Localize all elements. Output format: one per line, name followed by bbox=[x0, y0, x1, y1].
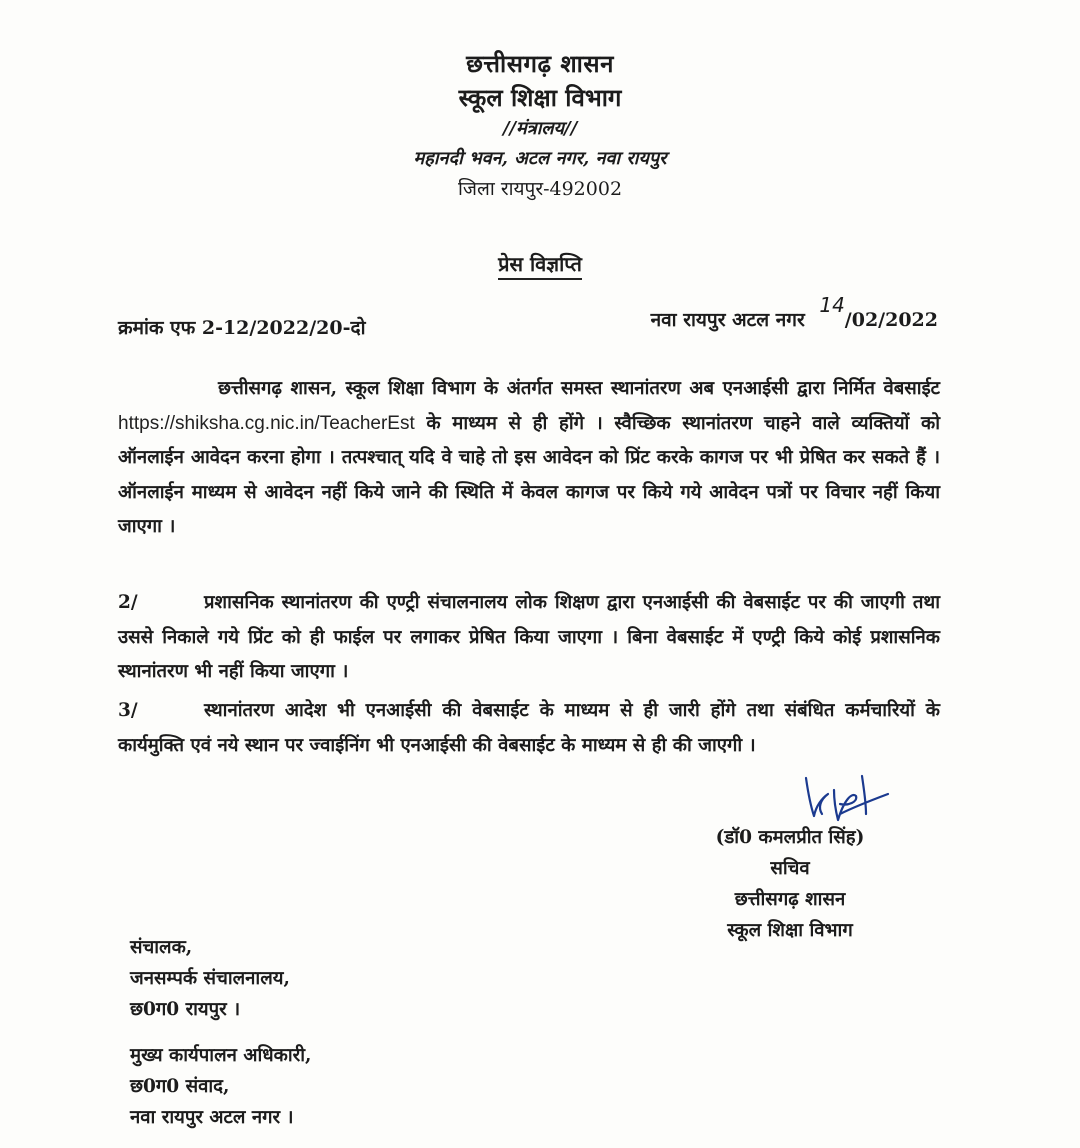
recipient-2-office: छ0ग0 संवाद, bbox=[130, 1076, 230, 1097]
website-url: https://shiksha.cg.nic.in/TeacherEst bbox=[118, 412, 415, 434]
recipient-2-city: नवा रायपुर अटल नगर । bbox=[130, 1107, 294, 1128]
reference-day-handwritten: 14 bbox=[819, 293, 845, 317]
signature-mark bbox=[800, 770, 890, 830]
paragraph-2-number: 2/ bbox=[118, 592, 138, 613]
letterhead bbox=[0, 49, 1080, 200]
signatory-block bbox=[560, 822, 940, 946]
press-release-title bbox=[0, 250, 1080, 277]
recipient-1-office: जनसम्पर्क संचालनालय, bbox=[130, 968, 290, 989]
reference-month-year: /02/2022 bbox=[844, 309, 938, 331]
signatory-designation: सचिव bbox=[770, 858, 810, 879]
address-line: महानदी भवन, अटल नगर, नवा रायपुर bbox=[413, 148, 667, 169]
press-release-title-text: प्रेस विज्ञप्ति bbox=[498, 252, 582, 280]
recipient-2-title: मुख्य कार्यपालन अधिकारी, bbox=[130, 1045, 312, 1066]
signatory-name: (डॉ0 कमलप्रीत सिंह) bbox=[715, 827, 865, 848]
department-name: स्कूल शिक्षा विभाग bbox=[458, 83, 622, 112]
paragraph-1 bbox=[118, 372, 940, 545]
paragraph-3-text: स्थानांतरण आदेश भी एनआईसी की वेबसाईट के माध्यम से ही जारी होंगे तथा संबंधित कर्मचारियों के कार्यमुक्ति एवं नये स्थान पर ज्वाईनिंग भी एनआईसी की वेबसाईट के माध्यम से ही की जाएगी । bbox=[118, 700, 940, 756]
ministry-label: //मंत्रालय// bbox=[502, 118, 578, 139]
paragraph-1-text-b: के माध्यम से ही होंगे । स्वैच्छिक स्थानांतरण चाहने वाले व्यक्तियों को ऑनलाईन आवेदन करना होगा । तत्पश्चात् यदि वे चाहे तो इस आवेदन को प्रिंट करके कागज पर भी प्रेषित कर सकते हैं । ऑनलाईन माध्यम से आवेदन नहीं किये जाने की स्थिति में केवल कागज पर किये गये आवेदन पत्रों पर विचार नहीं किया जाएगा । bbox=[118, 412, 940, 537]
paragraph-1-text-a: छत्तीसगढ़ शासन, स्कूल शिक्षा विभाग के अंतर्गत समस्त स्थानांतरण अब एनआईसी द्वारा निर्मित वेबसाईट bbox=[218, 378, 940, 399]
recipient-2 bbox=[130, 1040, 311, 1133]
district-line: जिला रायपुर-492002 bbox=[457, 178, 623, 200]
reference-place: नवा रायपुर अटल नगर bbox=[650, 309, 805, 331]
signatory-department: स्कूल शिक्षा विभाग bbox=[727, 920, 853, 941]
govt-name: छत्तीसगढ़ शासन bbox=[466, 49, 614, 78]
reference-date bbox=[650, 293, 938, 332]
paragraph-2-text: प्रशासनिक स्थानांतरण की एण्ट्री संचालनालय लोक शिक्षण द्वारा एनआईसी की वेबसाईट पर की जाएगी तथा उससे निकाले गये प्रिंट को ही फाईल पर लगाकर प्रेषित किया जाएगा । बिना वेबसाईट में एण्ट्री किये कोई प्रशासनिक स्थानांतरण भी नहीं किया जाएगा । bbox=[118, 592, 940, 682]
recipient-1 bbox=[130, 932, 290, 1025]
signatory-org: छत्तीसगढ़ शासन bbox=[734, 889, 846, 910]
recipient-1-city: छ0ग0 रायपुर । bbox=[130, 999, 241, 1020]
paragraph-3-number: 3/ bbox=[118, 700, 138, 721]
reference-number: क्रमांक एफ 2-12/2022/20-दो bbox=[118, 317, 366, 339]
paragraph-2 bbox=[118, 586, 940, 690]
paragraph-3 bbox=[118, 694, 940, 763]
recipient-1-title: संचालक, bbox=[130, 937, 193, 958]
